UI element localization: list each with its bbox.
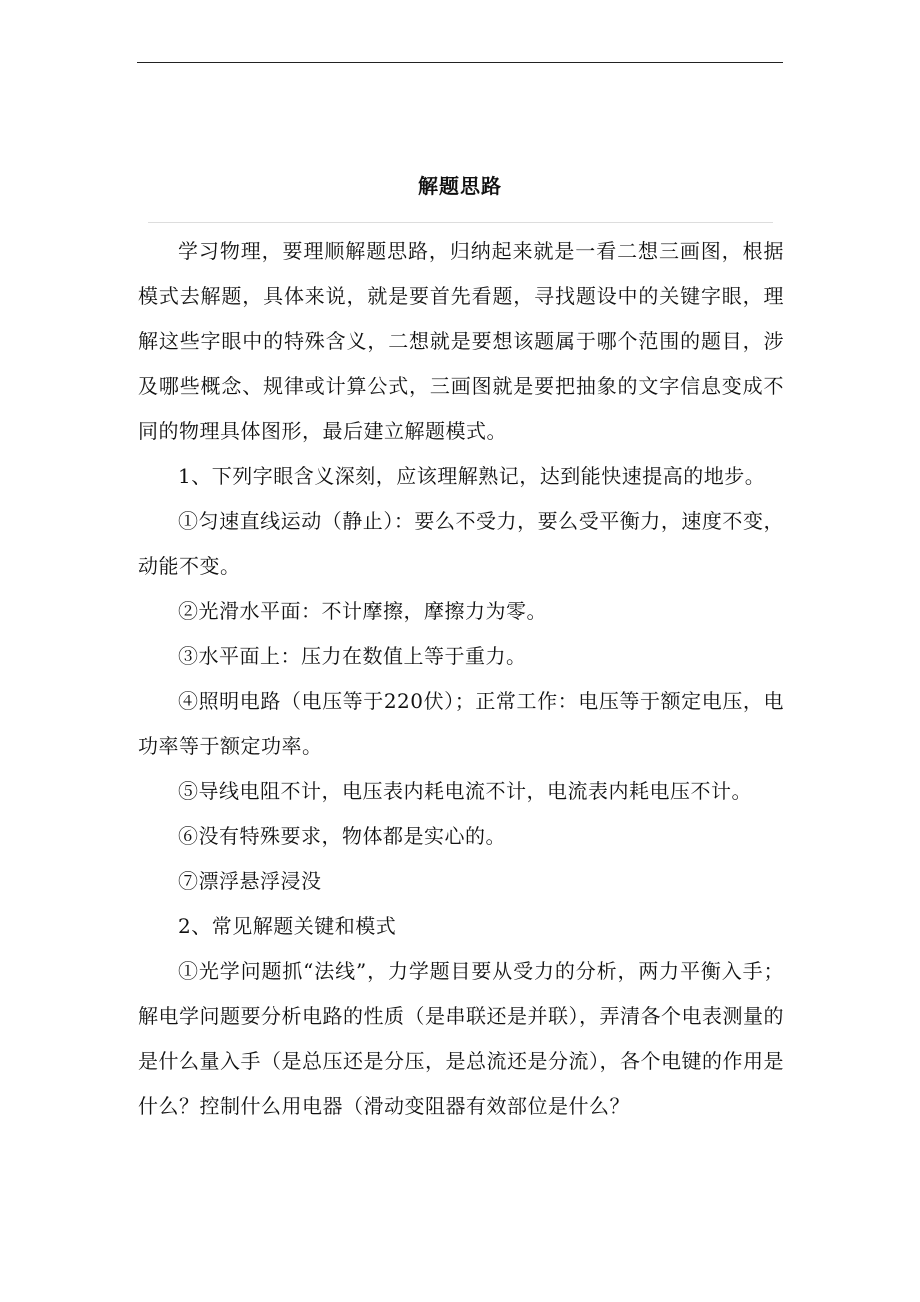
- paragraph-item-7: ⑦漂浮悬浮浸没: [178, 869, 322, 893]
- document-body: [138, 229, 784, 1129]
- paragraph-item-1: ①匀速直线运动（静止）：要么不受力，要么受平衡力，速度不变，动能不变。: [138, 509, 784, 578]
- paragraph-item-6: ⑥没有特殊要求，物体都是实心的。: [178, 824, 506, 848]
- paragraph-item-5: ⑤导线电阻不计，电压表内耗电流不计，电流表内耗电压不计。: [178, 779, 752, 803]
- paragraph-section-2-heading: 2、常见解题关键和模式: [178, 914, 397, 938]
- paragraph-section-2-item-1: ①光学问题抓“法线”，力学题目要从受力的分析，两力平衡入手；解电学问题要分析电路的性质（是串联还是并联），弄清各个电表测量的是什么量入手（是总压还是分压，是总流还是分流），各个电键的作用是什么？控制什么用电器（滑动变阻器有效部位是什么？: [138, 959, 784, 1118]
- document-title: 解题思路: [418, 174, 502, 198]
- paragraph-item-3: ③水平面上：压力在数值上等于重力。: [178, 644, 527, 668]
- paragraph-intro: 学习物理，要理顺解题思路，归纳起来就是一看二想三画图，根据模式去解题，具体来说，就是要首先看题，寻找题设中的关键字眼，理解这些字眼中的特殊含义，二想就是要想该题属于哪个范围的题目，涉及哪些概念、规律或计算公式，三画图就是要把抽象的文字信息变成不同的物理具体图形，最后建立解题模式。: [138, 239, 784, 443]
- paragraph-item-2: ②光滑水平面：不计摩擦，摩擦力为零。: [178, 599, 547, 623]
- title-divider: [148, 222, 773, 223]
- paragraph-section-1-heading: 1、下列字眼含义深刻，应该理解熟记，达到能快速提高的地步。: [178, 464, 766, 488]
- paragraph-item-4: ④照明电路（电压等于220伏）；正常工作：电压等于额定电压，电功率等于额定功率。: [138, 689, 784, 758]
- header-rule: [137, 62, 783, 63]
